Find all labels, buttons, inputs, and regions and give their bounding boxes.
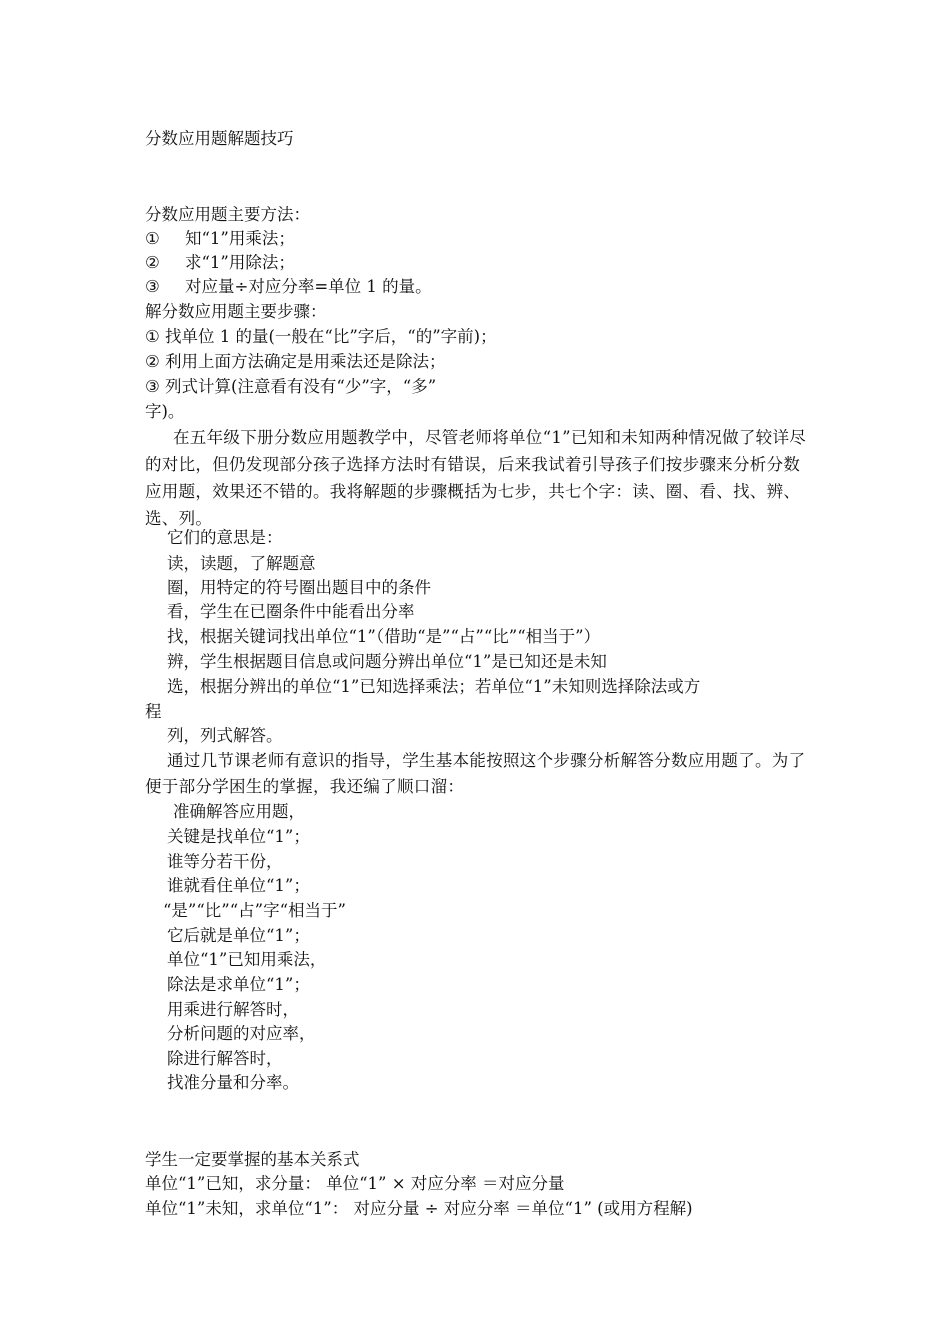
- step-item: [145, 350, 446, 374]
- method-item: [145, 227, 295, 251]
- rhyme-line: 它后就是单位“1”；: [167, 926, 310, 945]
- rhyme-line: 准确解答应用题，: [173, 802, 305, 821]
- list-step: 列，列式解答。: [167, 726, 283, 745]
- methods-heading: 分数应用题主要方法：: [145, 205, 310, 224]
- document-title: 分数应用题解题技巧: [145, 129, 294, 148]
- intro-paragraph: 在五年级下册分数应用题教学中，尽管老师将单位“1”已知和未知两种情况做了较详尽的对比，但仍发现部分孩子选择方法时有错误，后来我试着引导孩子们按步骤来分析分数应用题，效果还不错的。我将解题的步骤概括为七步，共七个字：读、圈、看、找、辨、选、列。: [145, 428, 807, 528]
- method-text: 知“1”用乘法；: [185, 229, 295, 248]
- method-marker: ①: [145, 229, 160, 248]
- relations-heading: 学生一定要掌握的基本关系式: [145, 1150, 360, 1169]
- document-page: [145, 0, 815, 1344]
- step-item: [145, 375, 436, 399]
- rhyme-line: 谁等分若干份，: [167, 852, 283, 871]
- step-text: 找单位 1 的量(一般在“比”字后，“的”字前)；: [165, 327, 497, 346]
- method-item: [145, 251, 295, 275]
- step-marker: ①: [145, 327, 160, 346]
- rhyme-line: 用乘进行解答时，: [167, 1000, 299, 1019]
- step-continuation: 字)。: [145, 402, 185, 421]
- seven-step-item: 辨，学生根据题目信息或问题分辨出单位“1”是已知还是未知: [167, 652, 607, 671]
- relation-unknown: 单位“1”未知，求单位“1”： 对应分量 ÷ 对应分率 ＝单位“1” (或用方程解): [145, 1199, 693, 1218]
- seven-step-item: 看，学生在已圈条件中能看出分率: [167, 602, 415, 621]
- rhyme-line: 谁就看住单位“1”；: [167, 876, 310, 895]
- steps-heading: 解分数应用题主要步骤：: [145, 302, 327, 321]
- rhyme-line: 找准分量和分率。: [167, 1073, 299, 1092]
- rhyme-line: 除法是求单位“1”；: [167, 975, 310, 994]
- seven-step-item: 找，根据关键词找出单位“1”（借助“是”“占”“比”“相当于”）: [167, 627, 601, 646]
- step-text: 利用上面方法确定是用乘法还是除法；: [165, 352, 446, 371]
- method-text: 求“1”用除法；: [185, 253, 295, 272]
- meaning-heading: 它们的意思是：: [167, 528, 283, 547]
- rhyme-line: 除进行解答时，: [167, 1049, 283, 1068]
- method-text: 对应量÷对应分率=单位 1 的量。: [185, 277, 432, 296]
- select-step-line1: 选，根据分辨出的单位“1”已知选择乘法；若单位“1”未知则选择除法或方: [167, 677, 701, 696]
- rhyme-line: 分析问题的对应率，: [167, 1024, 316, 1043]
- step-marker: ③: [145, 377, 160, 396]
- step-text: 列式计算(注意看有没有“少”字，“多”: [165, 377, 437, 396]
- rhyme-line: “是”“比”“占”字“相当于”: [163, 901, 346, 920]
- step-marker: ②: [145, 352, 160, 371]
- method-marker: ③: [145, 277, 160, 296]
- seven-step-item: 圈，用特定的符号圈出题目中的条件: [167, 578, 431, 597]
- relation-known: 单位“1”已知，求分量： 单位“1” × 对应分率 ＝对应分量: [145, 1174, 565, 1193]
- seven-step-item: 读，读题，了解题意: [167, 554, 316, 573]
- method-item: [145, 275, 432, 299]
- rhyme-line: 单位“1”已知用乘法，: [167, 950, 327, 969]
- step-item: [145, 325, 497, 349]
- summary-paragraph: 通过几节课老师有意识的指导，学生基本能按照这个步骤分析解答分数应用题了。为了便于部分学困生的掌握，我还编了顺口溜：: [145, 751, 806, 796]
- rhyme-line: 关键是找单位“1”；: [167, 827, 310, 846]
- select-step-line2: 程: [145, 702, 162, 721]
- method-marker: ②: [145, 253, 160, 272]
